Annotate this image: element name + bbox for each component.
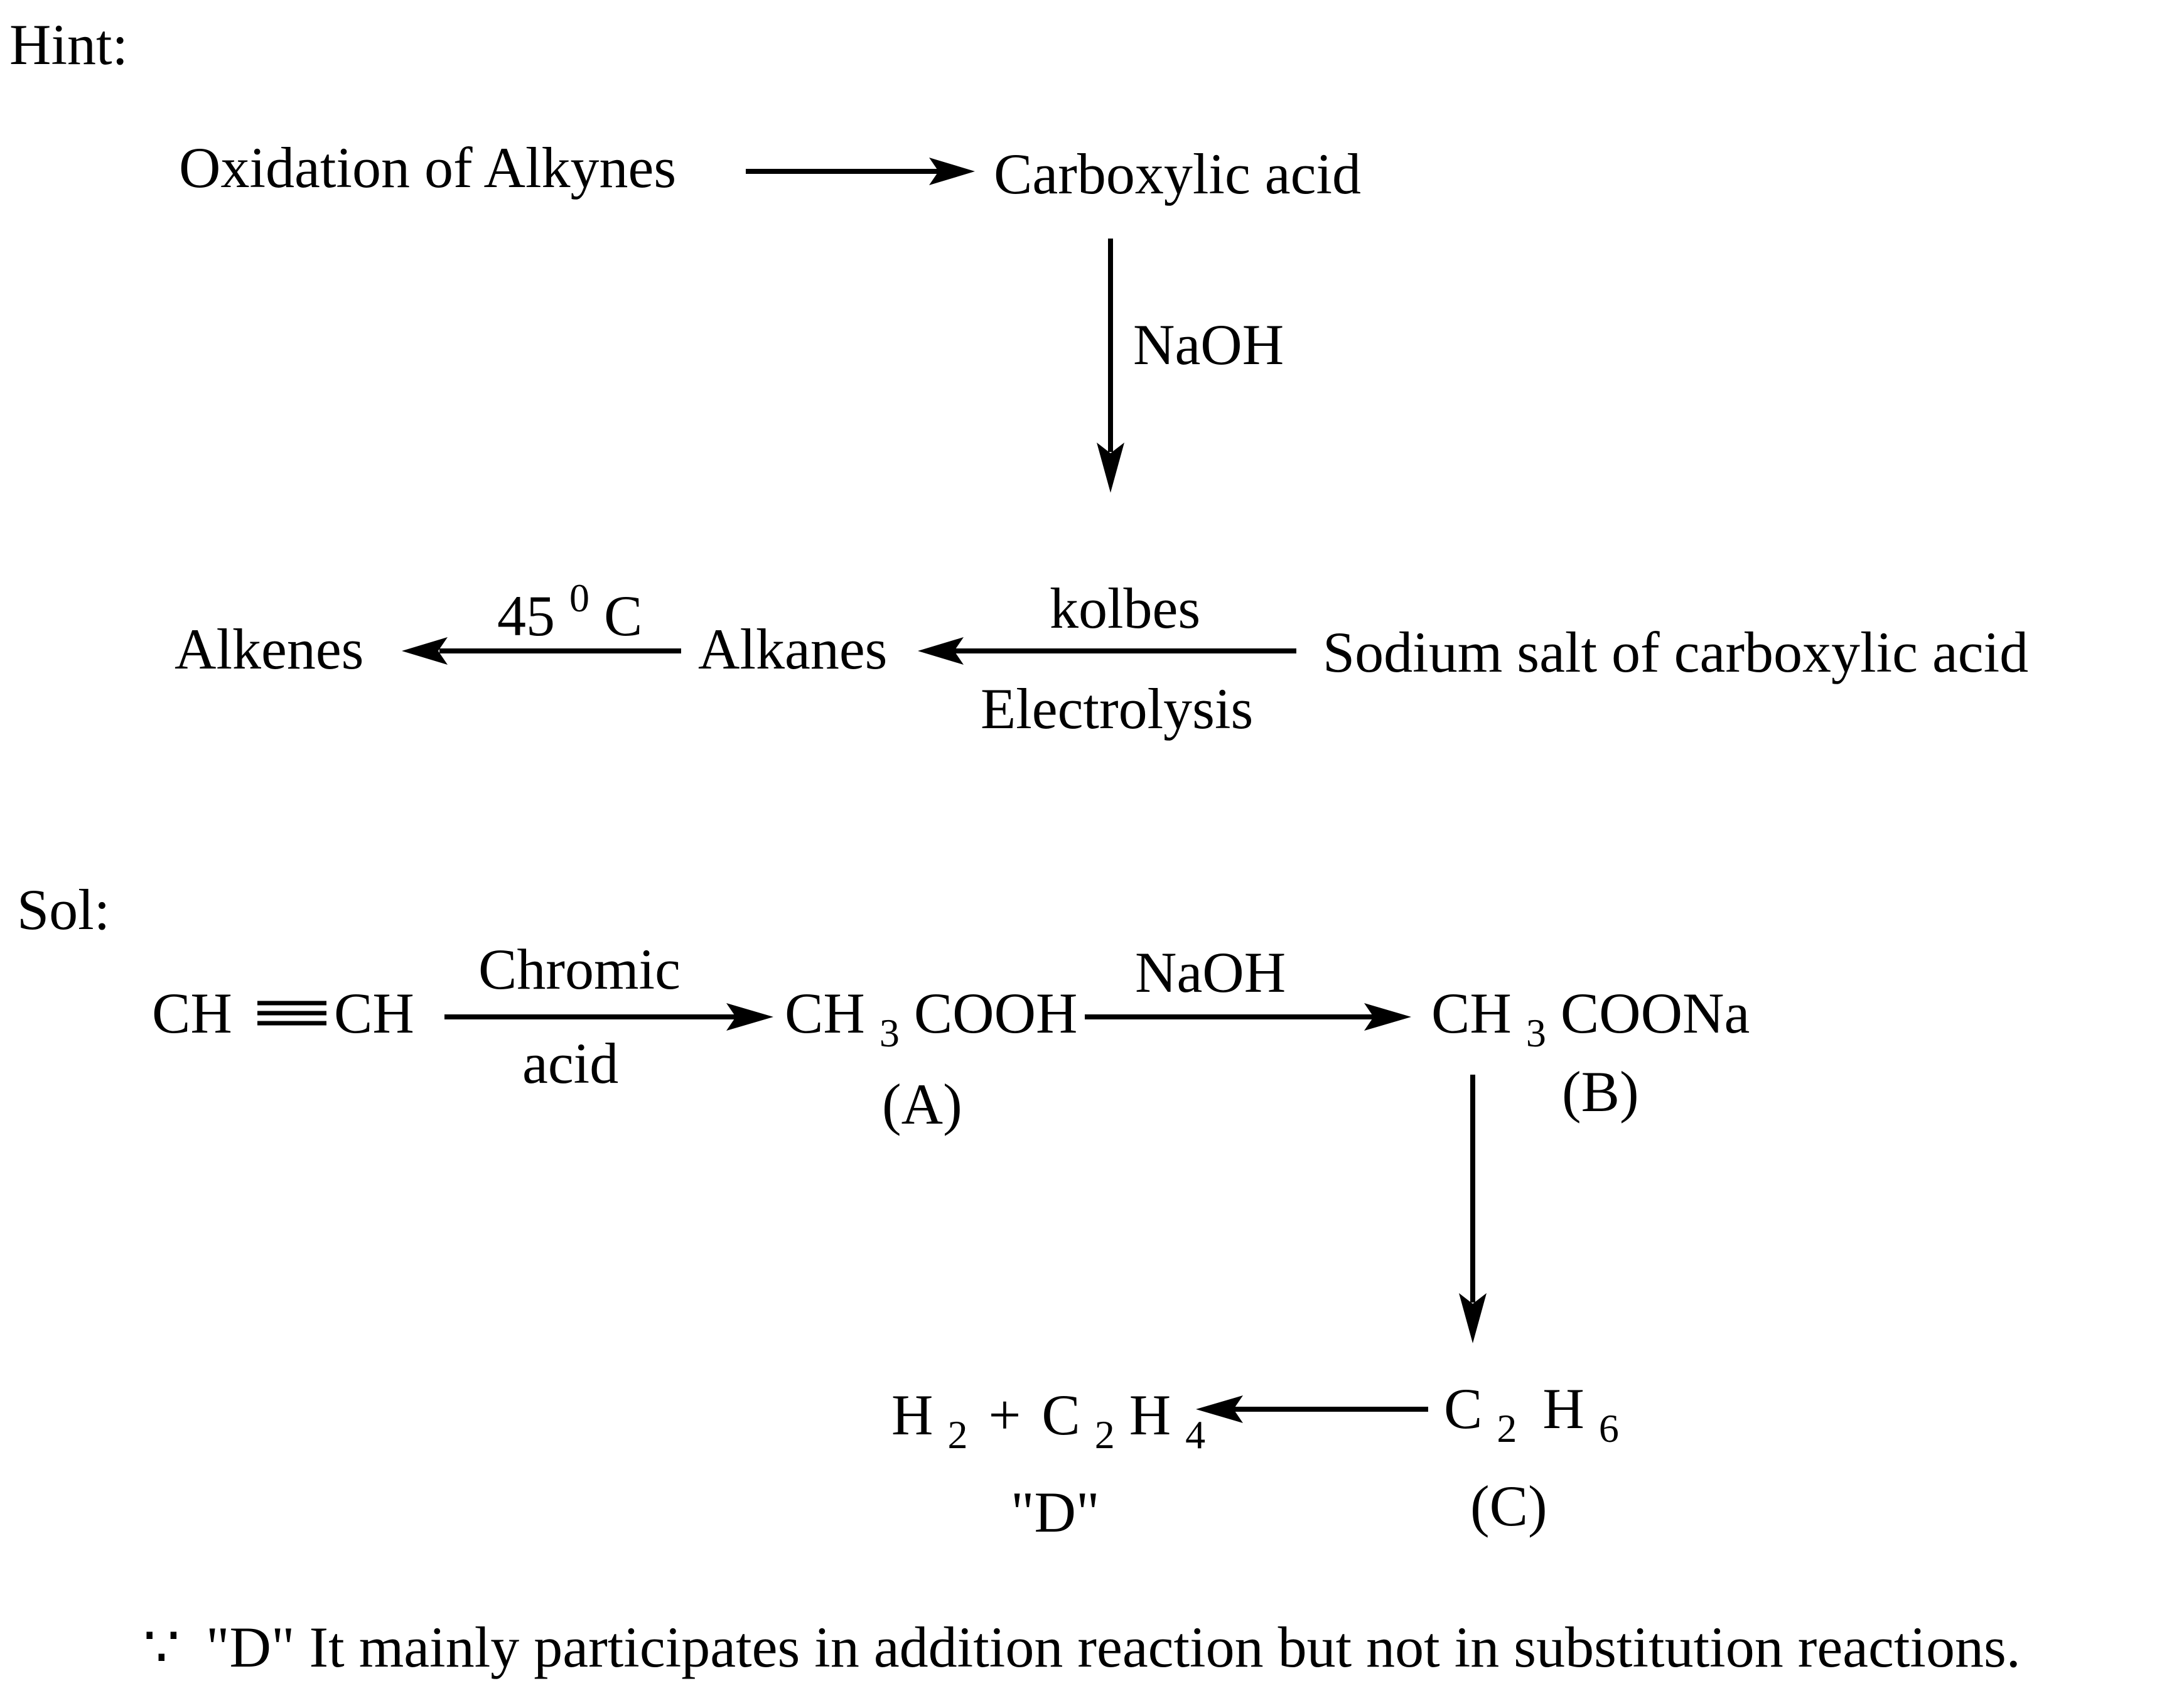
carboxylic-acid: Carboxylic acid bbox=[994, 142, 1362, 206]
temperature-degree: 0 bbox=[569, 576, 589, 620]
temperature-condition bbox=[497, 560, 642, 648]
hint-label: Hint: bbox=[9, 13, 129, 77]
arrow-b-to-c bbox=[1459, 1075, 1487, 1343]
arrow-c-to-d bbox=[1196, 1395, 1428, 1423]
sol-label: Sol: bbox=[17, 878, 110, 942]
product-b-label: (B) bbox=[1562, 1060, 1639, 1124]
temperature-unit: C bbox=[604, 584, 643, 648]
product-b-subscript: 3 bbox=[1525, 1011, 1546, 1055]
hint-naoh-reagent: NaOH bbox=[1133, 313, 1284, 377]
product-c-formula bbox=[1444, 1377, 1619, 1454]
arrow-a-to-b bbox=[1085, 1003, 1411, 1031]
chromic-label: Chromic bbox=[478, 937, 680, 1001]
acetylene-left-ch: CH bbox=[152, 981, 232, 1045]
product-b-formula bbox=[1431, 981, 1750, 1059]
temperature-value: 45 bbox=[497, 584, 555, 648]
product-d-c: C bbox=[1041, 1383, 1080, 1447]
product-d-c-subscript: 2 bbox=[1094, 1412, 1115, 1457]
triple-bond bbox=[257, 1003, 326, 1023]
product-d-plus: + bbox=[988, 1383, 1021, 1447]
product-a-formula bbox=[785, 981, 1078, 1059]
alkanes: Alkanes bbox=[698, 617, 888, 681]
arrow-oxidation-to-acid bbox=[746, 158, 975, 185]
product-a-rest: COOH bbox=[913, 981, 1078, 1045]
kolbes-label: kolbes bbox=[1050, 576, 1201, 640]
product-d-formula bbox=[891, 1383, 1205, 1461]
product-b-rest: COONa bbox=[1560, 981, 1750, 1045]
product-d-label: "D" bbox=[1011, 1480, 1100, 1544]
sodium-salt-of-carboxylic-acid: Sodium salt of carboxylic acid bbox=[1323, 620, 2029, 684]
product-a-label: (A) bbox=[882, 1072, 962, 1136]
product-d-h2: H bbox=[1129, 1383, 1171, 1447]
electrolysis-label: Electrolysis bbox=[981, 677, 1254, 741]
alkenes: Alkenes bbox=[175, 617, 364, 681]
product-c-c: C bbox=[1444, 1377, 1483, 1441]
product-a-ch: CH bbox=[785, 981, 865, 1045]
product-c-h: H bbox=[1542, 1377, 1584, 1441]
arrow-acetylene-to-a bbox=[444, 1003, 773, 1031]
product-c-h-subscript: 6 bbox=[1598, 1406, 1619, 1451]
because-symbol: ∵ bbox=[143, 1615, 180, 1679]
arrow-acid-to-salt bbox=[1097, 239, 1124, 493]
conclusion-text: "D" It mainly participates in addition reaction but not in substitution reactions. bbox=[206, 1615, 2021, 1679]
product-d-h-subscript: 2 bbox=[947, 1412, 968, 1457]
product-a-subscript: 3 bbox=[879, 1011, 900, 1055]
product-d-h: H bbox=[891, 1383, 933, 1447]
product-d-h2-subscript: 4 bbox=[1185, 1412, 1206, 1457]
product-c-c-subscript: 2 bbox=[1497, 1406, 1517, 1451]
sol-naoh-reagent: NaOH bbox=[1135, 940, 1286, 1004]
acetylene-right-ch: CH bbox=[334, 981, 414, 1045]
product-c-label: (C) bbox=[1470, 1474, 1547, 1538]
product-b-ch: CH bbox=[1431, 981, 1512, 1045]
arrow-salt-to-alkanes bbox=[918, 637, 1296, 665]
acid-label: acid bbox=[522, 1031, 619, 1095]
oxidation-of-alkynes: Oxidation of Alkynes bbox=[179, 136, 677, 200]
